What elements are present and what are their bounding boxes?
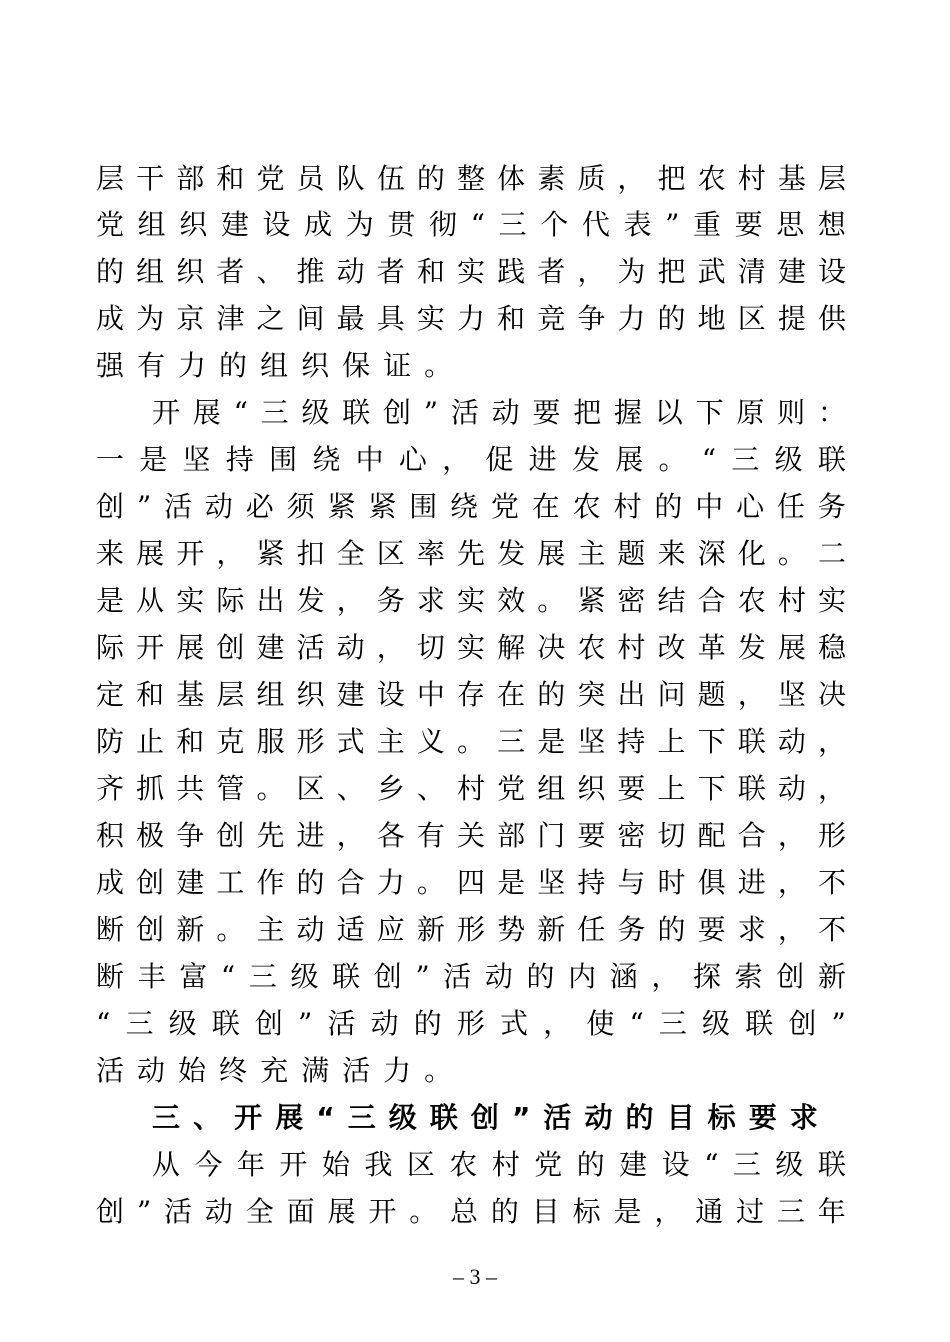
page-number: – 3 – (453, 1264, 497, 1289)
text-line: 成 创 建 工 作 的 合 力 。 四 是 坚 持 与 时 俱 进 ， 不 (96, 866, 846, 899)
text-line: 层 干 部 和 党 员 队 伍 的 整 体 素 质 ， 把 农 村 基 层 (96, 162, 846, 195)
text-line: “ 三 级 联 创 ” 活 动 的 形 式 ， 使 “ 三 级 联 创 ” (96, 1007, 846, 1040)
text-line: 来 展 开 ， 紧 扣 全 区 率 先 发 展 主 题 来 深 化 。 二 (96, 537, 846, 570)
text-line: 的 组 织 者 、 推 动 者 和 实 践 者 ， 为 把 武 清 建 设 (96, 255, 846, 288)
text-line: 开 展 “ 三 级 联 创 ” 活 动 要 把 握 以 下 原 则 ： (152, 396, 846, 429)
text-line: 是 从 实 际 出 发 ， 务 求 实 效 。 紧 密 结 合 农 村 实 (96, 584, 846, 617)
text-line: 党 组 织 建 设 成 为 贯 彻 “ 三 个 代 表 ” 重 要 思 想 (96, 208, 846, 241)
text-line: 创 ” 活 动 必 须 紧 紧 围 绕 党 在 农 村 的 中 心 任 务 (96, 490, 846, 523)
text-line: 际 开 展 创 建 活 动 ， 切 实 解 决 农 村 改 革 发 展 稳 (96, 631, 846, 664)
text-line: 创 ” 活 动 全 面 展 开 。 总 的 目 标 是 ， 通 过 三 年 (96, 1195, 846, 1228)
text-line: 强 有 力 的 组 织 保 证 。 (96, 349, 453, 382)
text-line: 断 创 新 。 主 动 适 应 新 形 势 新 任 务 的 要 求 ， 不 (96, 913, 846, 946)
text-line: 一 是 坚 持 围 绕 中 心 ， 促 进 发 展 。 “ 三 级 联 (96, 443, 846, 476)
text-line: 定 和 基 层 组 织 建 设 中 存 在 的 突 出 问 题 ， 坚 决 (96, 678, 846, 711)
text-line: 防 止 和 克 服 形 式 主 义 。 三 是 坚 持 上 下 联 动 ， (96, 725, 846, 758)
text-line: 断 丰 富 “ 三 级 联 创 ” 活 动 的 内 涵 ， 探 索 创 新 (96, 960, 846, 993)
text-line: 活 动 始 终 充 满 活 力 。 (96, 1054, 453, 1087)
text-line: 积 极 争 创 先 进 ， 各 有 关 部 门 要 密 切 配 合 ， 形 (96, 819, 846, 852)
text-line: 齐 抓 共 管 。 区 、 乡 、 村 党 组 织 要 上 下 联 动 ， (96, 772, 846, 805)
text-line: 从 今 年 开 始 我 区 农 村 党 的 建 设 “ 三 级 联 (152, 1148, 846, 1181)
text-line: 成 为 京 津 之 间 最 具 实 力 和 竞 争 力 的 地 区 提 供 (96, 302, 846, 335)
section-heading: 三 、 开 展 “ 三 级 联 创 ” 活 动 的 目 标 要 求 (152, 1101, 818, 1134)
